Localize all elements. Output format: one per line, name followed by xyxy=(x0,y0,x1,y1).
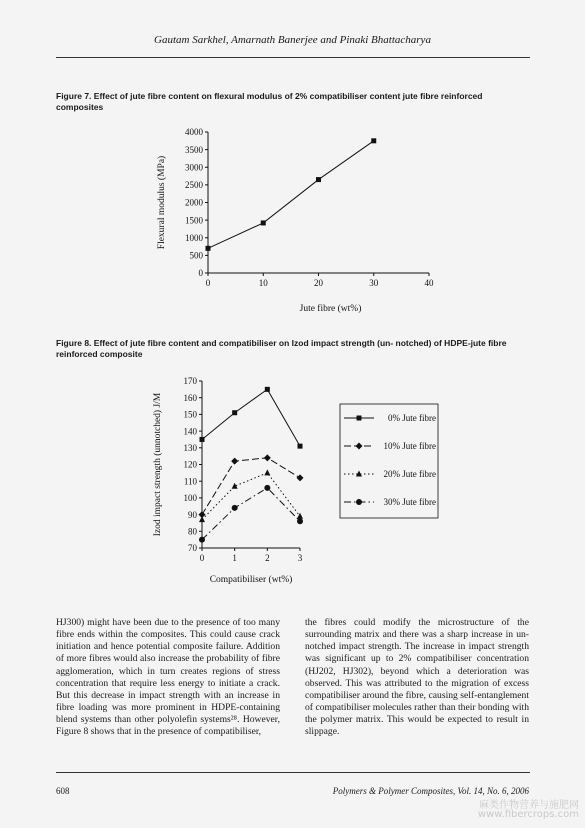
y-tick-label: 120 xyxy=(183,459,197,470)
legend-label: 0% Jute fibre xyxy=(388,413,436,424)
data-point xyxy=(199,537,205,543)
series-group xyxy=(199,469,303,522)
body-paragraph-right: the fibres could modify the microstructure of the surrounding matrix and there was a sharp increase in un-notched impact strength. The increase in impact strength was significant up to 2% compatibiliser concentration (HJ202, HJ302), beyond which a deterioration was observed. This was attributed to the migration of excess compatibiliser around the fibre, causing self-entanglement of compatibiliser molecules rather than their bonding with the polymer matrix. This would be expected to result in slippage. xyxy=(305,617,529,738)
data-point xyxy=(316,177,321,182)
y-tick-label: 100 xyxy=(183,493,197,504)
figure7-caption: Figure 7. Effect of jute fibre content on flexural modulus of 2% compatibiliser content jute fibre reinforced composites xyxy=(56,91,483,112)
data-point xyxy=(371,138,376,143)
series-line xyxy=(202,473,300,520)
data-point xyxy=(199,516,205,522)
y-tick-label: 150 xyxy=(183,409,197,420)
x-tick-label: 20 xyxy=(314,278,323,288)
data-point xyxy=(265,387,270,392)
y-axis-title: Izod impact strength (unnotched) J/M xyxy=(153,392,163,537)
legend-marker xyxy=(356,499,362,505)
data-point xyxy=(264,469,270,475)
y-tick-label: 70 xyxy=(188,543,197,554)
y-tick-label: 2500 xyxy=(185,180,203,191)
data-point xyxy=(231,458,238,465)
x-tick-label: 40 xyxy=(424,278,434,288)
x-tick-label: 2 xyxy=(265,553,270,563)
y-tick-label: 130 xyxy=(183,443,197,453)
x-tick-label: 30 xyxy=(369,278,379,288)
legend-label: 30% Jute fibre xyxy=(383,497,436,508)
x-tick-label: 0 xyxy=(199,553,205,563)
x-axis-title: Compatibiliser (wt%) xyxy=(209,575,293,585)
legend-label: 10% Jute fibre xyxy=(383,441,436,452)
x-tick-label: 3 xyxy=(297,553,303,563)
watermark-text-chinese: 麻类作物营养与施肥网 xyxy=(479,800,579,811)
data-point xyxy=(261,220,266,225)
data-point xyxy=(206,246,211,251)
y-tick-label: 160 xyxy=(183,392,197,403)
figure8-caption: Figure 8. Effect of jute fibre content and compatibiliser on Izod impact strength (un- notched) of HDPE-jute fibre reinforced composite xyxy=(56,338,507,359)
body-text-right-column xyxy=(305,617,529,739)
header-rule xyxy=(56,57,530,58)
figure8-chart xyxy=(148,370,448,590)
data-point xyxy=(200,437,205,442)
series-group xyxy=(206,138,377,251)
y-tick-label: 2000 xyxy=(185,197,203,208)
footer-rule xyxy=(56,772,530,773)
page-number: 608 xyxy=(56,786,70,796)
figure7-chart xyxy=(150,122,450,317)
x-tick-label: 0 xyxy=(205,278,211,288)
legend-entry xyxy=(344,497,436,507)
y-axis-title: Flexural modulus (MPa) xyxy=(157,155,167,250)
legend-marker xyxy=(357,416,362,421)
legend-entry xyxy=(344,469,436,479)
y-tick-label: 0 xyxy=(198,268,203,279)
series-line xyxy=(202,458,300,515)
y-tick-label: 3000 xyxy=(185,162,203,173)
series-line xyxy=(208,141,374,249)
x-axis-title: Jute fibre (wt%) xyxy=(299,304,362,314)
y-tick-label: 500 xyxy=(189,250,203,261)
x-tick-label: 1 xyxy=(232,553,237,563)
y-tick-label: 80 xyxy=(188,526,197,537)
journal-citation: Polymers & Polymer Composites, Vol. 14, No. 6, 2006 xyxy=(332,786,529,796)
y-tick-label: 90 xyxy=(188,509,197,520)
watermark-url: www.fibercrops.com xyxy=(477,809,579,820)
legend-entry xyxy=(344,441,436,451)
data-point xyxy=(264,485,270,491)
body-paragraph-left: HJ300) might have been due to the presence of too many fibre ends within the composites. This could cause crack initiation and hence potential composite failure. Addition of more fibres would also increase the probability of fibre agglomeration, which in turn creates regions of stress concentration that require less energy to initiate a crack. But this decrease in impact strength with an increase in fibre loading was more prominent in HDPE-containing blend systems than other polyolefin systems²⁸. However, Figure 8 shows that in the presence of compatibiliser, xyxy=(56,617,280,738)
data-point xyxy=(232,505,238,511)
data-point xyxy=(232,410,237,415)
y-tick-label: 1500 xyxy=(185,215,203,226)
y-tick-label: 110 xyxy=(183,476,197,487)
series-line xyxy=(202,389,300,446)
data-point xyxy=(297,518,303,524)
series-group xyxy=(200,387,303,449)
legend-marker xyxy=(356,443,363,450)
y-tick-label: 140 xyxy=(183,426,197,437)
running-header-authors: Gautam Sarkhel, Amarnath Banerjee and Pinaki Bhattacharya xyxy=(154,34,431,46)
legend-label: 20% Jute fibre xyxy=(383,469,436,480)
body-text-left-column xyxy=(56,617,280,739)
y-tick-label: 3500 xyxy=(185,144,203,155)
y-tick-label: 170 xyxy=(183,376,197,387)
series-line xyxy=(202,488,300,540)
y-tick-label: 1000 xyxy=(185,232,203,243)
x-tick-label: 10 xyxy=(258,278,268,288)
data-point xyxy=(298,444,303,449)
y-tick-label: 4000 xyxy=(185,127,203,138)
legend-entry xyxy=(344,413,436,423)
data-point xyxy=(297,474,304,481)
data-point xyxy=(264,454,271,461)
